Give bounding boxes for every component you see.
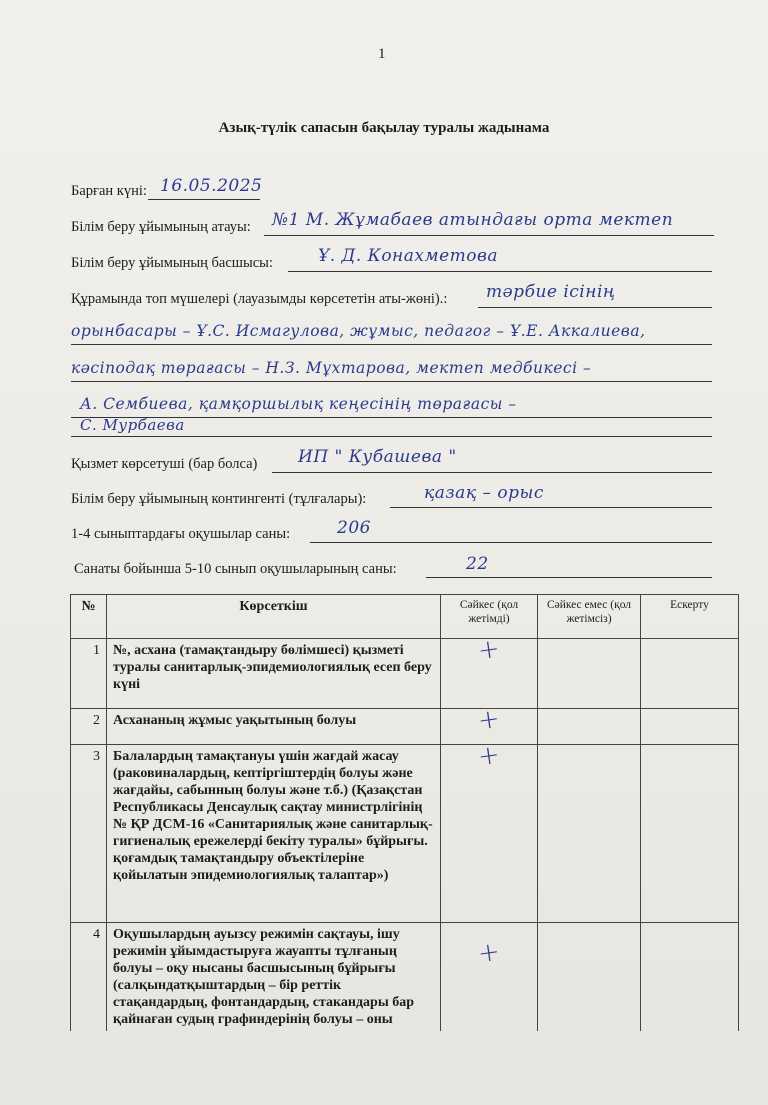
group-member-line-0: тәрбие ісінің xyxy=(486,282,616,302)
provider-value: ИП " Кубашева " xyxy=(298,447,457,467)
row-indicator: Асхананың жұмыс уақытының болуы xyxy=(107,709,441,745)
header-compliant: Сәйкес (қол жетімді) xyxy=(441,595,538,639)
org-name-label: Білім беру ұйымының атауы: xyxy=(71,219,251,235)
group-member-line-1: орынбасары – Ұ.С. Исмагулова, жұмыс, педагог – Ұ.Е. Аккалиева, xyxy=(71,322,646,340)
students-1-4-line xyxy=(310,542,712,543)
students-5-10-label: Санаты бойынша 5-10 сынып оқушыларының саны: xyxy=(74,561,397,577)
header-indicator: Көрсеткіш xyxy=(107,595,441,639)
row-number: 3 xyxy=(71,745,107,923)
org-name-value: №1 М. Жұмабаев атындағы орта мектеп xyxy=(272,210,674,230)
table-row xyxy=(71,709,739,745)
provider-label: Қызмет көрсетуші (бар болса) xyxy=(71,456,258,472)
visit-date-line xyxy=(148,199,260,200)
table-header-row xyxy=(71,595,739,639)
row-noncompliant-cell xyxy=(538,745,641,923)
table-row xyxy=(71,923,739,1032)
row-compliant-cell xyxy=(441,703,538,745)
students-1-4-label: 1-4 сыныптардағы оқушылар саны: xyxy=(71,526,291,542)
group-members-label: Құрамында топ мүшелері (лауазымды көрсететін аты-жөні).: xyxy=(71,291,448,307)
students-1-4-value: 206 xyxy=(337,518,371,538)
row-noncompliant-cell xyxy=(538,639,641,709)
page-number: 1 xyxy=(378,46,386,62)
header-number: № xyxy=(71,595,107,639)
row-noncompliant-cell xyxy=(538,923,641,1032)
row-indicator: №, асхана (тамақтандыру бөлімшесі) қызметі туралы санитарлық-эпидемиологиялық есеп беру күні xyxy=(107,639,441,709)
row-number: 4 xyxy=(71,923,107,1032)
plus-mark: + xyxy=(476,633,502,667)
row-note-cell xyxy=(641,709,739,745)
table-row xyxy=(71,639,739,709)
provider-line xyxy=(272,472,712,473)
org-name-line xyxy=(264,235,714,236)
visit-date-value: 16.05.2025 xyxy=(160,176,263,196)
group-line-0 xyxy=(478,307,712,308)
org-head-value: Ұ. Д. Конахметова xyxy=(318,246,499,266)
plus-mark: + xyxy=(476,936,502,970)
row-note-cell xyxy=(641,639,739,709)
students-5-10-value: 22 xyxy=(466,554,489,574)
students-5-10-line xyxy=(426,577,712,578)
contingent-value: қазақ – орыс xyxy=(424,483,544,503)
plus-mark: + xyxy=(476,703,502,737)
header-noncompliant: Сәйкес емес (қол жетімсіз) xyxy=(538,595,641,639)
contingent-line xyxy=(390,507,712,508)
group-member-line-4: С. Мурбаева xyxy=(80,416,185,434)
plus-mark: + xyxy=(476,739,502,773)
group-line-1 xyxy=(71,344,712,345)
row-compliant-cell xyxy=(441,633,538,709)
group-line-4 xyxy=(71,436,712,437)
group-member-line-3: А. Сембиева, қамқоршылық кеңесінің төрағасы – xyxy=(80,395,517,413)
checklist-table xyxy=(70,594,739,1031)
group-line-2 xyxy=(71,381,712,382)
row-compliant-cell xyxy=(441,923,538,1032)
header-note: Ескерту xyxy=(641,595,739,639)
row-number: 1 xyxy=(71,639,107,709)
org-head-line xyxy=(288,271,712,272)
row-noncompliant-cell xyxy=(538,709,641,745)
visit-date-label: Барған күні: xyxy=(71,183,147,199)
row-compliant-cell xyxy=(441,739,538,923)
org-head-label: Білім беру ұйымының басшысы: xyxy=(71,255,273,271)
row-note-cell xyxy=(641,745,739,923)
table-row xyxy=(71,745,739,923)
document-title: Азық-түлік сапасын бақылау туралы жадынама xyxy=(218,120,550,136)
group-member-line-2: кәсіподақ төрағасы – Н.З. Мұхтарова, мектеп медбикесі – xyxy=(71,359,592,377)
row-number: 2 xyxy=(71,709,107,745)
contingent-label: Білім беру ұйымының контингенті (тұлғалары): xyxy=(71,491,367,507)
row-indicator: Оқушылардың ауызсу режимін сақтауы, ішу режимін ұйымдастыруға жауапты тұлғаның болуы – оқу нысаны басшысының бұйрығы (салқындатқыштардың – бір реттік стақандардың, фонтандардың, стакандары бар қайнаған судың графиндерінің болуы – оны xyxy=(107,923,441,1032)
row-indicator: Балалардың тамақтануы үшін жағдай жасау (раковиналардың, кептіргіштердің болуы және жағдайы, сабынның болуы және т.б.) (Қазақстан Республикасы Денсаулық сақтау министрлігінің № ҚР ДСМ-16 «Санитариялық және санитарлық-гигиеналық ережелерді бекіту туралы» бұйрығы. қоғамдық тамақтандыру объектілеріне қойылатын эпидемиологиялық талаптар») xyxy=(107,745,441,923)
row-note-cell xyxy=(641,923,739,1032)
